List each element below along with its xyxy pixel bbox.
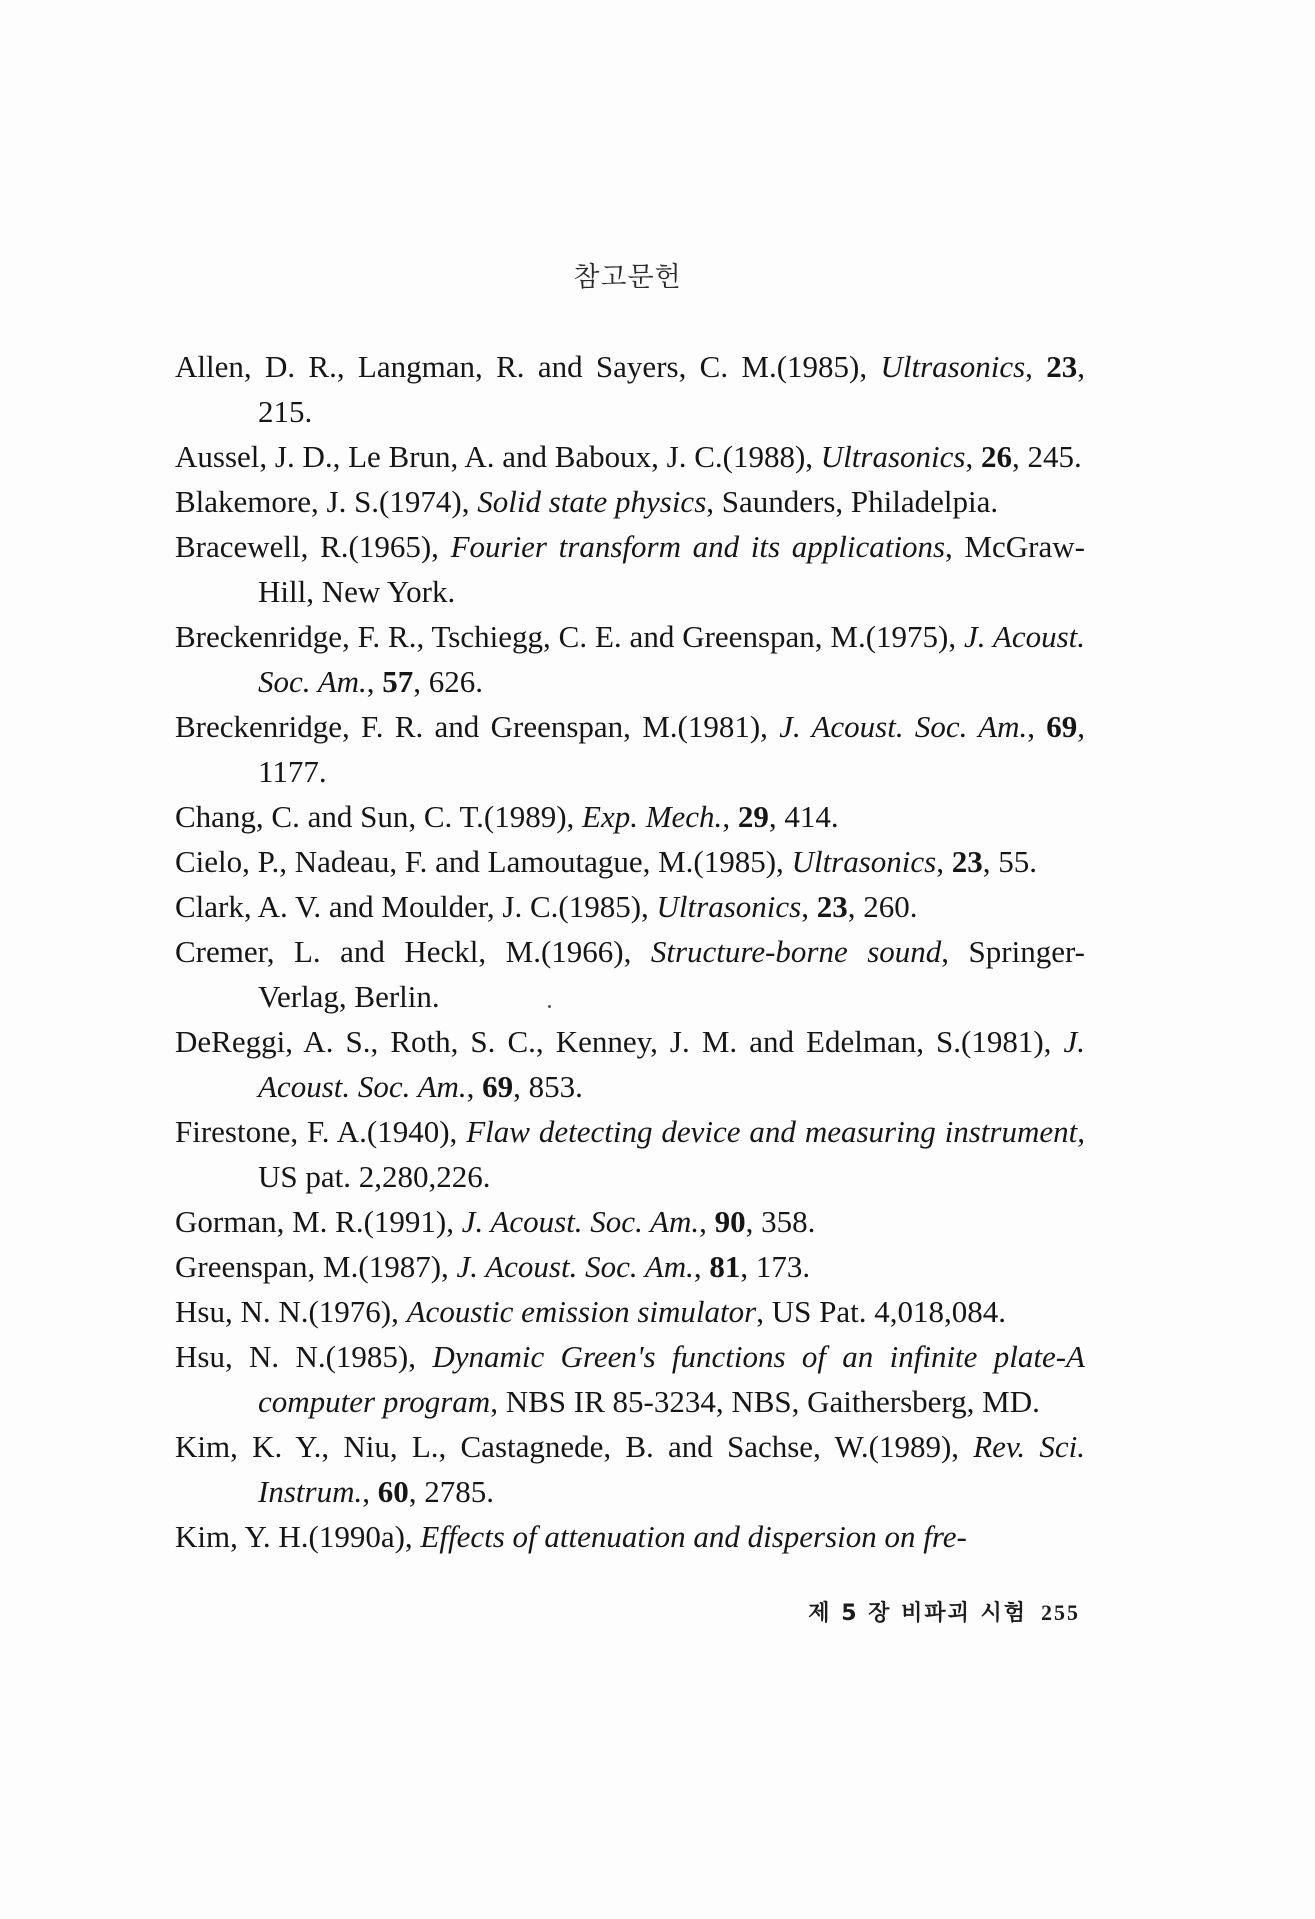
- reference-journal: Ultrasonics: [880, 349, 1026, 384]
- reference-volume: 60: [377, 1474, 409, 1509]
- reference-journal: J. Acoust. Soc. Am.: [258, 619, 1085, 699]
- reference-details: US pat. 2,280,226.: [258, 1159, 491, 1194]
- reference-entry: Aussel, J. D., Le Brun, A. and Baboux, J. C.(1988), Ultrasonics, 26, 245.: [175, 439, 1082, 474]
- reference-entry: [175, 1514, 1085, 1559]
- reference-entry: Cielo, P., Nadeau, F. and Lamoutague, M.(1985), Ultrasonics, 23, 55.: [175, 844, 1037, 879]
- reference-title: Flaw detecting device and measuring instrument,: [466, 1114, 1085, 1149]
- reference-journal: J. Acoust. Soc. Am.: [258, 1024, 1085, 1104]
- reference-authors: Allen, D. R., Langman, R. and Sayers, C. M.(1985),: [175, 349, 881, 384]
- reference-journal: J. Acoust. Soc. Am.: [456, 1249, 694, 1284]
- reference-journal: Exp. Mech.: [582, 799, 723, 834]
- reference-authors: Cielo, P., Nadeau, F. and Lamoutague, M.(1985),: [175, 844, 792, 879]
- reference-entry: Gorman, M. R.(1991), J. Acoust. Soc. Am., 90, 358.: [175, 1204, 816, 1239]
- reference-title: Solid state physics: [477, 484, 707, 519]
- reference-title: Effects of attenuation and dispersion on fre-: [420, 1519, 967, 1554]
- reference-authors: Breckenridge, F. R. and Greenspan, M.(1981),: [175, 709, 780, 744]
- reference-list: [175, 344, 1085, 1559]
- reference-authors: Gorman, M. R.(1991),: [175, 1204, 462, 1239]
- reference-entry: Breckenridge, F. R. and Greenspan, M.(1981), J. Acoust. Soc. Am., 69, 1177.: [175, 709, 1085, 789]
- reference-authors: Firestone, F. A.(1940),: [175, 1114, 467, 1149]
- reference-journal: Ultrasonics: [656, 889, 802, 924]
- reference-entry: DeReggi, A. S., Roth, S. C., Kenney, J. M. and Edelman, S.(1981), J. Acoust. Soc. Am., 69, 853.: [175, 1024, 1085, 1104]
- reference-entry: Kim, K. Y., Niu, L., Castagnede, B. and Sachse, W.(1989), Rev. Sci. Instrum., 60, 2785.: [175, 1429, 1085, 1509]
- reference-authors: Aussel, J. D., Le Brun, A. and Baboux, J. C.(1988),: [175, 439, 821, 474]
- reference-authors: Kim, Y. H.(1990a),: [175, 1519, 421, 1554]
- reference-details: NBS IR 85-3234, NBS, Gaithersberg, MD.: [505, 1384, 1040, 1419]
- reference-entry: [175, 1109, 1085, 1199]
- reference-authors: Cremer, L. and Heckl, M.(1966),: [175, 934, 651, 969]
- reference-entry: Greenspan, M.(1987), J. Acoust. Soc. Am., 81, 173.: [175, 1249, 811, 1284]
- reference-authors: Blakemore, J. S.(1974),: [175, 484, 478, 519]
- reference-details: 215.: [258, 394, 313, 429]
- reference-authors: DeReggi, A. S., Roth, S. C., Kenney, J. M. and Edelman, S.(1981),: [175, 1024, 1064, 1059]
- reference-authors: Greenspan, M.(1987),: [175, 1249, 457, 1284]
- reference-entry: Allen, D. R., Langman, R. and Sayers, C. M.(1985), Ultrasonics, 23, 215.: [175, 349, 1085, 429]
- reference-volume: 69: [482, 1069, 514, 1104]
- reference-journal: J. Acoust. Soc. Am.: [461, 1204, 700, 1239]
- reference-journal: Ultrasonics: [791, 844, 937, 879]
- reference-details: 245.: [1027, 439, 1082, 474]
- reference-volume: 90: [714, 1204, 746, 1239]
- reference-details: 626.: [428, 664, 484, 699]
- stray-dot: [548, 1005, 551, 1008]
- reference-entry: Blakemore, J. S.(1974), Solid state physics, Saunders, Philadelpia.: [175, 484, 999, 519]
- reference-authors: Clark, A. V. and Moulder, J. C.(1985),: [175, 889, 657, 924]
- reference-volume: 69: [1046, 709, 1078, 744]
- reference-details: 260.: [863, 889, 918, 924]
- reference-authors: Bracewell, R.(1965),: [175, 529, 451, 564]
- reference-entry: Cremer, L. and Heckl, M.(1966), Structure-borne sound, Springer-Verlag, Berlin.: [175, 934, 1086, 1014]
- reference-entry: Hsu, N. N.(1985), Dynamic Green's functions of an infinite plate-A computer program, NBS IR 85-3234, NBS, Gaithersberg, MD.: [175, 1339, 1085, 1419]
- reference-volume: 29: [737, 799, 769, 834]
- reference-details: 55.: [998, 844, 1037, 879]
- reference-volume: 81: [709, 1249, 741, 1284]
- reference-details: Saunders, Philadelpia.: [721, 484, 999, 519]
- reference-details: 2785.: [424, 1474, 494, 1509]
- reference-details: 414.: [784, 799, 839, 834]
- reference-authors: Hsu, N. N.(1985),: [175, 1339, 433, 1374]
- reference-volume: 57: [382, 664, 414, 699]
- reference-entry: Hsu, N. N.(1976), Acoustic emission simulator, US Pat. 4,018,084.: [175, 1294, 1006, 1329]
- reference-details: US Pat. 4,018,084.: [771, 1294, 1006, 1329]
- reference-title: Fourier transform and its applications: [450, 529, 946, 564]
- chapter-title: 제 5 장 비파괴 시험: [808, 1601, 1027, 1626]
- reference-title: Acoustic emission simulator: [406, 1294, 757, 1329]
- running-footer: [808, 1596, 1080, 1627]
- reference-details: McGraw-Hill, New York.: [258, 529, 1085, 609]
- reference-title: Dynamic Green's functions of an infinite plate-A computer program: [258, 1339, 1085, 1419]
- reference-journal: Ultrasonics: [820, 439, 966, 474]
- reference-details: 358.: [761, 1204, 816, 1239]
- reference-title: Structure-borne sound: [650, 934, 942, 969]
- reference-authors: Chang, C. and Sun, C. T.(1989),: [175, 799, 583, 834]
- reference-volume: 23: [1046, 349, 1078, 384]
- reference-entry: Bracewell, R.(1965), Fourier transform and its applications, McGraw-Hill, New York.: [175, 529, 1085, 609]
- page-number: 255: [1041, 1600, 1080, 1625]
- reference-volume: 23: [816, 889, 848, 924]
- reference-authors: Hsu, N. N.(1976),: [175, 1294, 407, 1329]
- reference-entry: Breckenridge, F. R., Tschiegg, C. E. and Greenspan, M.(1975), J. Acoust. Soc. Am., 57, 626.: [175, 619, 1085, 699]
- reference-entry: Clark, A. V. and Moulder, J. C.(1985), Ultrasonics, 23, 260.: [175, 889, 918, 924]
- reference-details: Springer-Verlag, Berlin.: [258, 934, 1086, 1014]
- reference-entry: Chang, C. and Sun, C. T.(1989), Exp. Mech., 29, 414.: [175, 799, 839, 834]
- reference-authors: Kim, K. Y., Niu, L., Castagnede, B. and Sachse, W.(1989),: [175, 1429, 974, 1464]
- reference-authors: Breckenridge, F. R., Tschiegg, C. E. and Greenspan, M.(1975),: [175, 619, 965, 654]
- reference-volume: 23: [951, 844, 983, 879]
- reference-details: 853.: [528, 1069, 583, 1104]
- reference-volume: 26: [980, 439, 1012, 474]
- reference-journal: Rev. Sci. Instrum.: [258, 1429, 1085, 1509]
- reference-details: 1177.: [258, 754, 327, 789]
- page-heading: 참고문헌: [573, 262, 682, 293]
- reference-details: 173.: [755, 1249, 811, 1284]
- reference-journal: J. Acoust. Soc. Am.: [779, 709, 1028, 744]
